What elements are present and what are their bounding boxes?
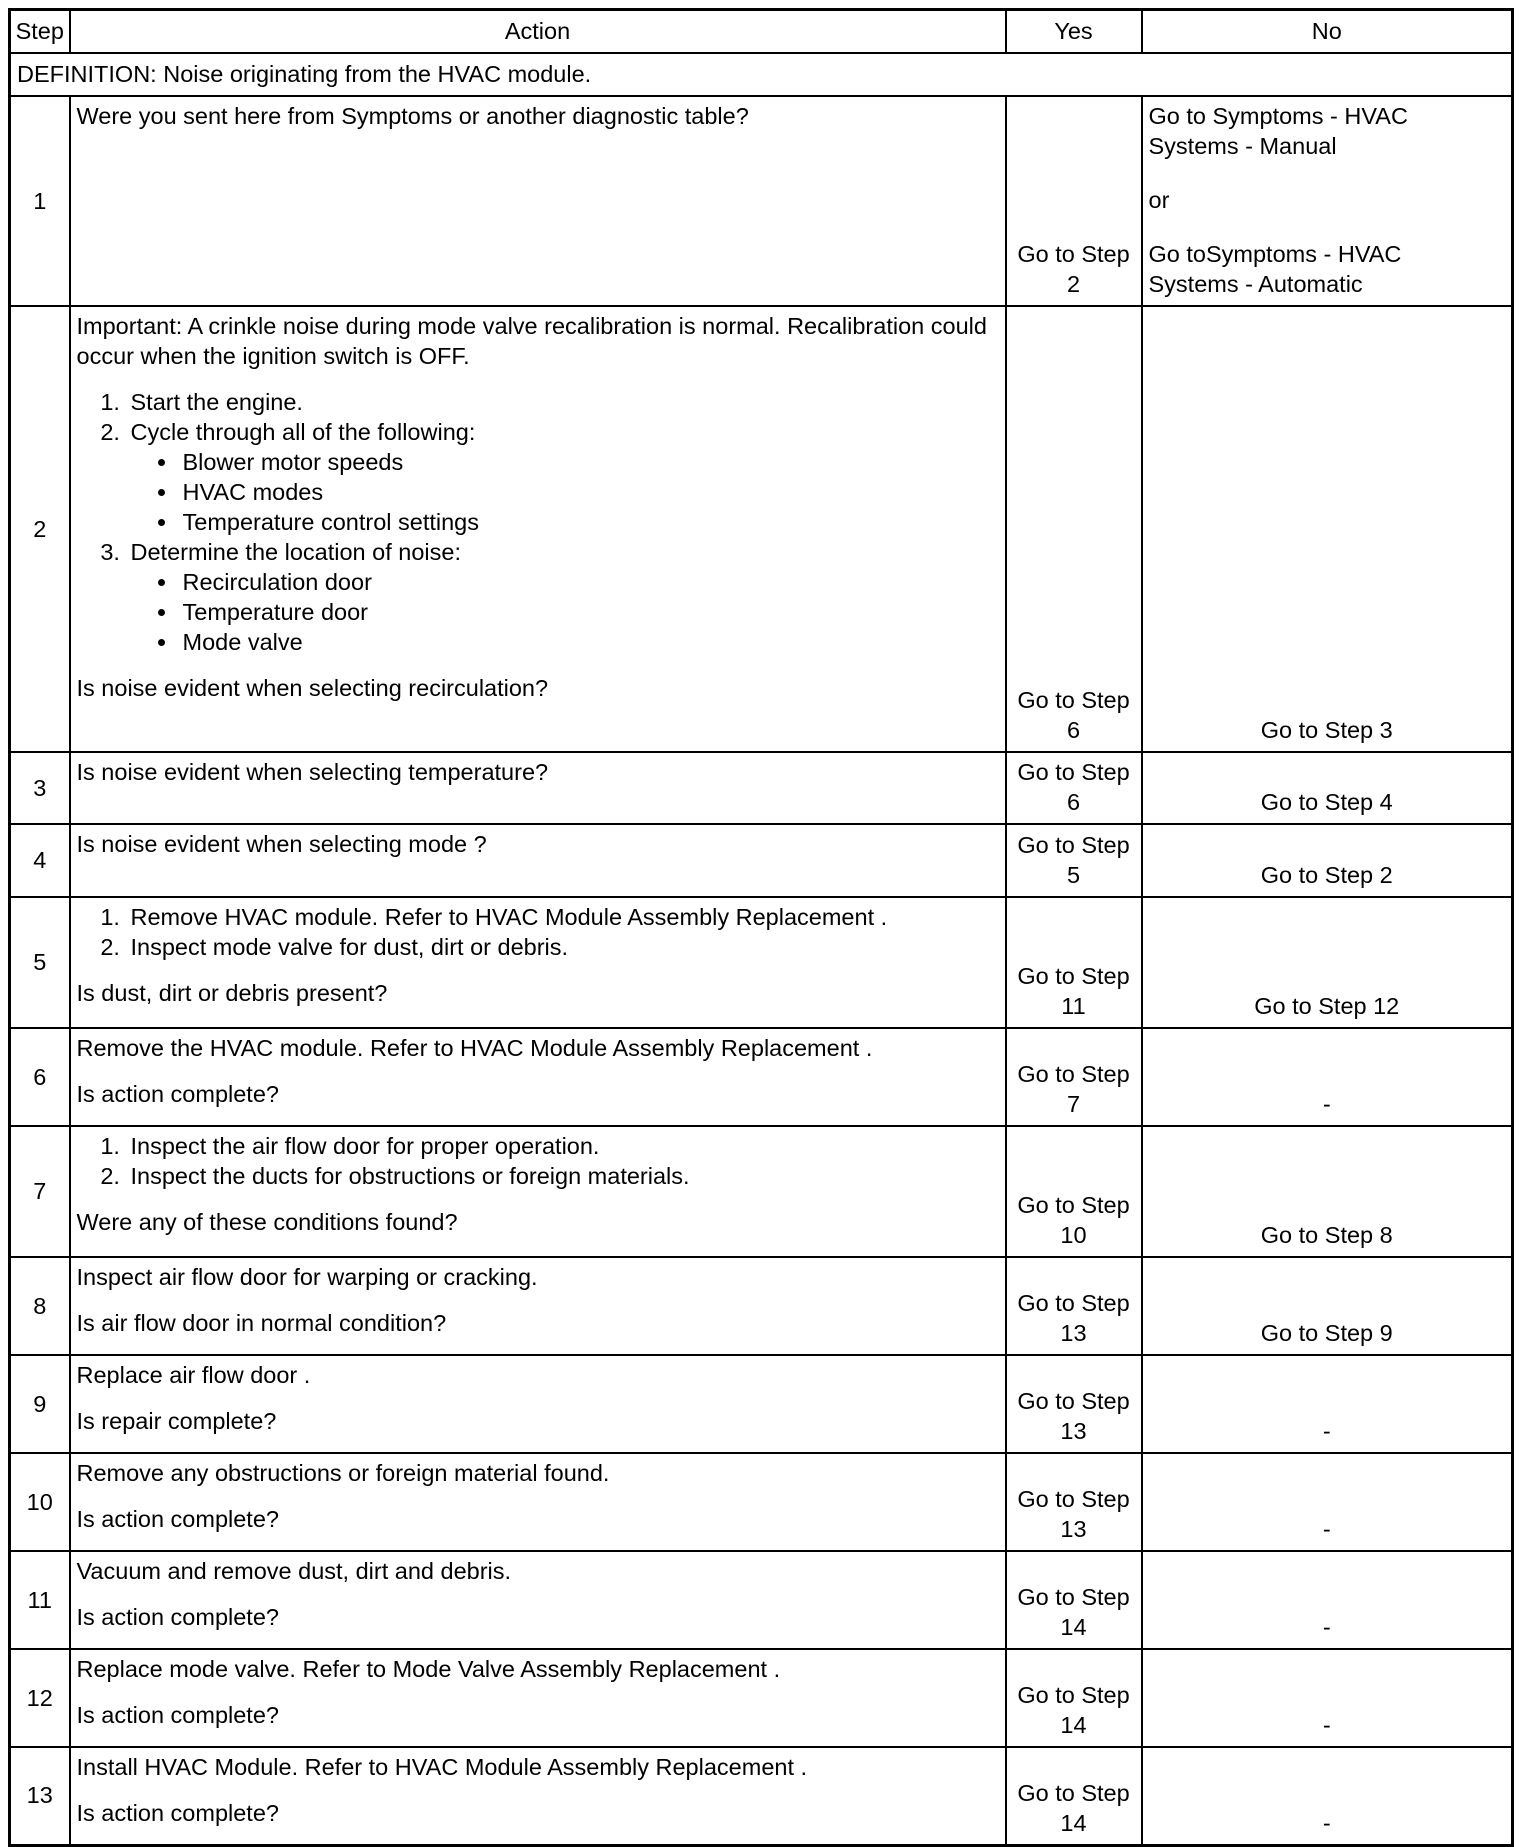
yes-step-number: 6	[1066, 789, 1081, 815]
question-text: Is action complete?	[76, 1702, 279, 1728]
action-cell	[70, 1126, 1006, 1257]
yes-label: Go to Step	[1017, 1584, 1130, 1610]
sub-list	[131, 567, 999, 657]
no-option-automatic: Go toSymptoms - HVAC Systems - Automatic	[1148, 241, 1402, 297]
header-action: Action	[70, 10, 1006, 54]
action-text: Remove the HVAC module. Refer to HVAC Module Assembly Replacement .	[76, 1035, 873, 1061]
yes-cell	[1006, 1649, 1142, 1747]
table-row	[10, 306, 1513, 752]
no-cell: -	[1142, 1453, 1513, 1551]
step-number: 6	[10, 1028, 70, 1126]
action-cell	[70, 1028, 1006, 1126]
sub-item: • Blower motor speeds	[179, 447, 999, 477]
yes-step-number: 7	[1066, 1091, 1081, 1117]
definition-row	[10, 53, 1513, 96]
yes-label: Go to Step	[1017, 687, 1130, 713]
sub-list	[131, 447, 999, 537]
step-number: 8	[10, 1257, 70, 1355]
action-step: 1. Remove HVAC module. Refer to HVAC Module Assembly Replacement .	[127, 902, 999, 932]
yes-step-number: 13	[1060, 1418, 1087, 1444]
yes-cell	[1006, 1257, 1142, 1355]
yes-cell	[1006, 1355, 1142, 1453]
action-text: Vacuum and remove dust, dirt and debris.	[76, 1558, 512, 1584]
table-row	[10, 96, 1513, 306]
yes-label: Go to Step	[1017, 1682, 1130, 1708]
yes-label: Go to Step	[1017, 241, 1130, 267]
action-text: Replace mode valve. Refer to Mode Valve Assembly Replacement .	[76, 1656, 781, 1682]
yes-label: Go to Step	[1017, 1388, 1130, 1414]
step-number: 4	[10, 824, 70, 897]
action-cell	[70, 1355, 1006, 1453]
question-text: Is noise evident when selecting recirculation?	[76, 675, 549, 701]
step-number: 10	[10, 1453, 70, 1551]
no-cell: -	[1142, 1028, 1513, 1126]
question-text: Is action complete?	[76, 1604, 279, 1630]
question-text: Were you sent here from Symptoms or another diagnostic table?	[76, 103, 749, 129]
action-text: Inspect air flow door for warping or cracking.	[76, 1264, 538, 1290]
no-cell: -	[1142, 1747, 1513, 1845]
question-text: Is noise evident when selecting temperature?	[76, 759, 549, 785]
action-cell	[70, 1453, 1006, 1551]
action-text: Replace air flow door .	[76, 1362, 311, 1388]
question-text: Were any of these conditions found?	[76, 1209, 458, 1235]
action-cell	[70, 1551, 1006, 1649]
step-number: 5	[10, 897, 70, 1028]
yes-step-number: 14	[1060, 1614, 1087, 1640]
table-row	[10, 1551, 1513, 1649]
no-cell: Go to Step 8	[1142, 1126, 1513, 1257]
header-yes: Yes	[1006, 10, 1142, 54]
yes-cell	[1006, 1551, 1142, 1649]
table-row	[10, 1257, 1513, 1355]
question-text: Is repair complete?	[76, 1408, 277, 1434]
header-no: No	[1142, 10, 1513, 54]
question-text: Is action complete?	[76, 1081, 279, 1107]
no-cell: Go to Step 12	[1142, 897, 1513, 1028]
table-row	[10, 752, 1513, 824]
table-row	[10, 1355, 1513, 1453]
yes-label: Go to Step	[1017, 1486, 1130, 1512]
action-step: 2. Cycle through all of the following: • Blower motor speeds • HVAC modes • Temperature control settings	[127, 417, 999, 537]
yes-step-number: 13	[1060, 1516, 1087, 1542]
step-number: 9	[10, 1355, 70, 1453]
step-number: 7	[10, 1126, 70, 1257]
yes-label: Go to Step	[1017, 1779, 1130, 1806]
yes-cell	[1006, 897, 1142, 1028]
no-option-or: or	[1148, 187, 1170, 213]
yes-label: Go to Step	[1017, 963, 1130, 989]
action-step: 3. Determine the location of noise: • Recirculation door • Temperature door • Mode valve	[127, 537, 999, 657]
no-cell: -	[1142, 1649, 1513, 1747]
no-cell: Go to Step 4	[1142, 752, 1513, 824]
question-text: Is dust, dirt or debris present?	[76, 980, 388, 1006]
step-number: 3	[10, 752, 70, 824]
yes-step-number: 5	[1066, 862, 1081, 888]
yes-cell	[1006, 1453, 1142, 1551]
yes-label: Go to Step	[1017, 1290, 1130, 1316]
yes-cell	[1006, 1126, 1142, 1257]
yes-cell	[1006, 1747, 1142, 1845]
sub-item: • Temperature control settings	[179, 507, 999, 537]
no-cell: -	[1142, 1551, 1513, 1649]
action-text: Install HVAC Module. Refer to HVAC Module Assembly Replacement .	[76, 1754, 808, 1780]
question-text: Is air flow door in normal condition?	[76, 1310, 447, 1336]
diagnostic-table	[8, 8, 1514, 1847]
no-cell	[1142, 96, 1513, 306]
table-row	[10, 1747, 1513, 1845]
definition-text: DEFINITION: Noise originating from the HVAC module.	[10, 53, 1513, 96]
action-steps	[77, 387, 999, 657]
action-cell	[70, 824, 1006, 897]
no-cell: -	[1142, 1355, 1513, 1453]
no-cell: Go to Step 9	[1142, 1257, 1513, 1355]
action-cell	[70, 306, 1006, 752]
yes-step-number: 10	[1060, 1222, 1087, 1248]
step-number: 11	[10, 1551, 70, 1649]
action-step: 1. Start the engine.	[127, 387, 999, 417]
action-step: 1. Inspect the air flow door for proper operation.	[127, 1131, 999, 1161]
table-row	[10, 1126, 1513, 1257]
important-note: Important: A crinkle noise during mode valve recalibration is normal. Recalibration could occur when the ignition switch is OFF.	[76, 313, 987, 369]
action-cell	[70, 96, 1006, 306]
action-text: Remove any obstructions or foreign material found.	[76, 1460, 610, 1486]
header-row	[10, 10, 1513, 54]
step-number: 2	[10, 306, 70, 752]
yes-step-number: 6	[1066, 717, 1081, 743]
action-cell	[70, 1747, 1006, 1845]
no-cell: Go to Step 3	[1142, 306, 1513, 752]
question-text: Is action complete?	[76, 1800, 279, 1826]
yes-label: Go to Step	[1017, 832, 1130, 858]
question-text: Is action complete?	[76, 1506, 279, 1532]
yes-cell	[1006, 824, 1142, 897]
action-step: 2. Inspect the ducts for obstructions or foreign materials.	[127, 1161, 999, 1191]
yes-step-number: 14	[1060, 1809, 1087, 1836]
no-option-manual: Go to Symptoms - HVAC Systems - Manual	[1148, 103, 1408, 159]
yes-cell	[1006, 306, 1142, 752]
action-cell	[70, 1649, 1006, 1747]
sub-item: • Recirculation door	[179, 567, 999, 597]
yes-step-number: 13	[1060, 1320, 1087, 1346]
step-number: 13	[10, 1747, 70, 1845]
table-row	[10, 897, 1513, 1028]
action-step: 2. Inspect mode valve for dust, dirt or debris.	[127, 932, 999, 962]
yes-label: Go to Step	[1017, 1192, 1130, 1218]
yes-label: Go to Step	[1017, 759, 1130, 785]
action-cell	[70, 1257, 1006, 1355]
question-text: Is noise evident when selecting mode ?	[76, 831, 487, 857]
yes-label: Go to Step	[1017, 1061, 1130, 1087]
yes-cell	[1006, 1028, 1142, 1126]
sub-item: • Mode valve	[179, 627, 999, 657]
table-row	[10, 1649, 1513, 1747]
table-row	[10, 1028, 1513, 1126]
step-number: 1	[10, 96, 70, 306]
yes-cell	[1006, 752, 1142, 824]
yes-step-number: 14	[1060, 1712, 1087, 1738]
action-steps	[77, 1131, 999, 1191]
action-steps	[77, 902, 999, 962]
action-cell	[70, 752, 1006, 824]
yes-step-number: 2	[1066, 271, 1081, 297]
yes-step-number: 11	[1061, 993, 1086, 1019]
step-number: 12	[10, 1649, 70, 1747]
table-row	[10, 824, 1513, 897]
no-cell: Go to Step 2	[1142, 824, 1513, 897]
header-step: Step	[10, 10, 70, 54]
table-row	[10, 1453, 1513, 1551]
sub-item: • HVAC modes	[179, 477, 999, 507]
sub-item: • Temperature door	[179, 597, 999, 627]
action-cell	[70, 897, 1006, 1028]
yes-cell	[1006, 96, 1142, 306]
